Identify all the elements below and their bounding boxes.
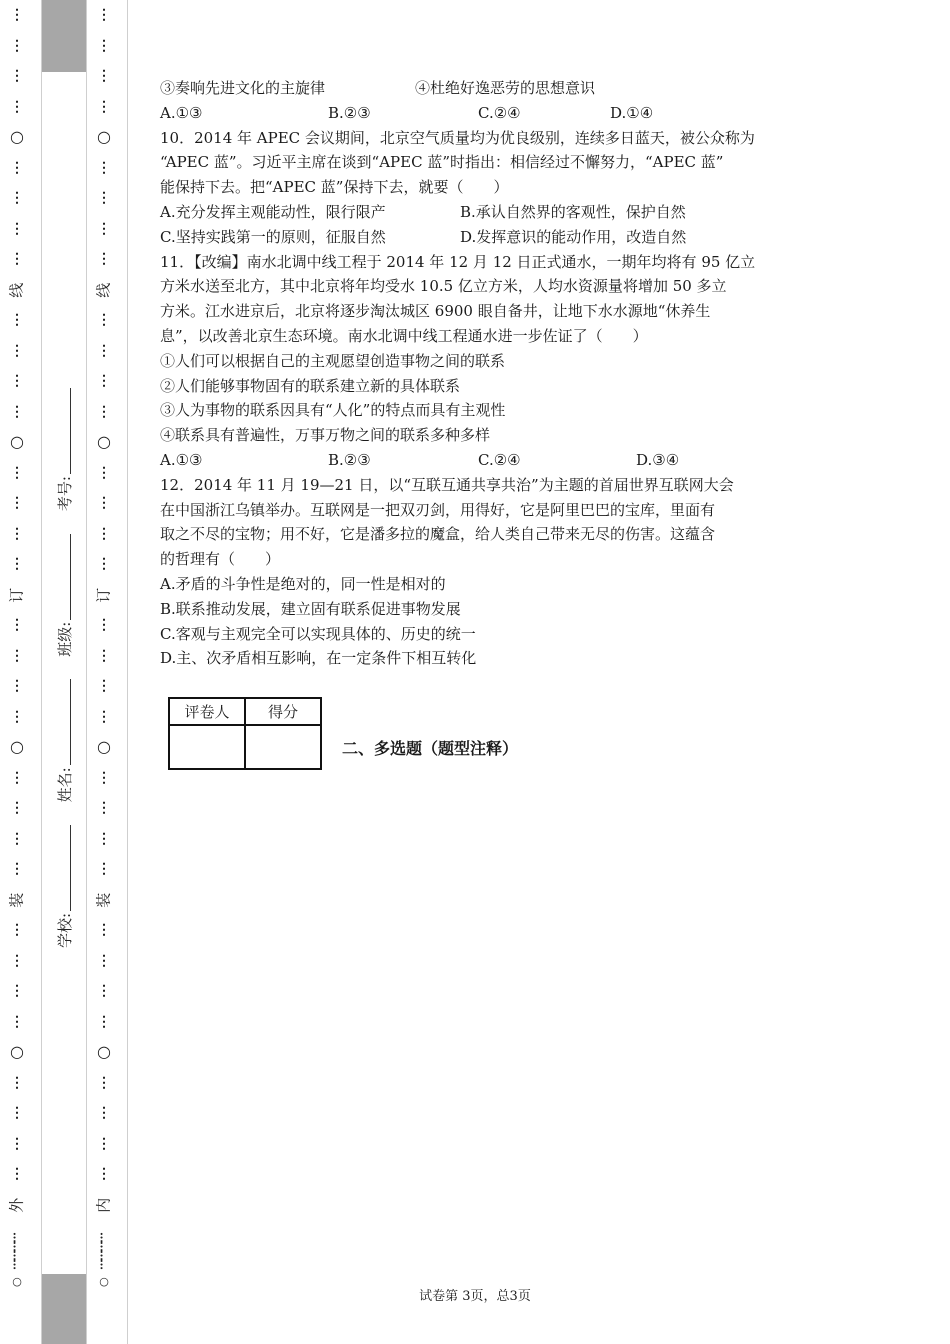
- seal-dots: ⋮: [10, 37, 24, 54]
- school-blank: [58, 825, 71, 911]
- seal-circle-icon: ○: [97, 737, 111, 756]
- seal-dots: ⋮: [10, 617, 24, 633]
- seal-dots: ⋮: [97, 68, 111, 84]
- q10-option-b[interactable]: B.承认自然界的客观性，保护自然: [460, 202, 686, 221]
- q10-line: 10．2014 年 APEC 会议期间，北京空气质量均为优良级别，连续多日蓝天，被公众称为: [160, 128, 755, 147]
- seal-dots: ⋮: [10, 861, 24, 877]
- seal-dots: ⋮: [10, 1135, 24, 1152]
- seal-dots: ⋮: [97, 159, 111, 176]
- q12-line: 12．2014 年 11 月 19—21 日，以“互联互通共享共治”为主题的首届世界互联网大会: [160, 475, 734, 494]
- seal-dots: ⋮: [10, 1105, 24, 1121]
- q11-statement-2: ②人们能够事物固有的联系建立新的具体联系: [160, 376, 461, 395]
- seal-dots: ⋮: [10, 190, 24, 206]
- seal-circle-icon: ○: [10, 432, 24, 451]
- seal-circle-icon: ○: [97, 127, 111, 146]
- seal-word: 线: [94, 282, 113, 298]
- binding-line-mid: [86, 0, 87, 1344]
- q11-option-d[interactable]: D.③④: [636, 450, 680, 469]
- score-table: [168, 697, 322, 770]
- seal-word: 订: [94, 587, 113, 603]
- q9-option-a[interactable]: A.①③: [160, 103, 203, 122]
- class-blank: [58, 534, 71, 620]
- seal-dots: ⋮: [10, 373, 24, 389]
- q10-line: “APEC 蓝”。习近平主席在谈到“APEC 蓝”时指出：相信经过不懈努力，“APEC 蓝”: [160, 153, 724, 172]
- inner-seal-line: [89, 0, 119, 1270]
- seal-dots: ⋮: [97, 708, 111, 725]
- seal-dots: ⋮: [97, 1166, 111, 1182]
- seal-dots: ⋮: [97, 556, 111, 572]
- student-info-block: [44, 388, 84, 948]
- seal-dots: ⋮: [10, 68, 24, 84]
- seal-dots: ⋮: [97, 495, 111, 511]
- seal-dots: ⋮: [97, 98, 111, 115]
- q10-options-row: [160, 225, 800, 250]
- seal-word: 外: [7, 1197, 26, 1213]
- q12-option-d[interactable]: D.主、次矛盾相互影响，在一定条件下相互转化: [160, 649, 477, 668]
- name-label: 姓名:: [55, 767, 74, 803]
- seal-dots: ⋮: [97, 617, 111, 633]
- seal-word: 装: [94, 892, 113, 908]
- class-field[interactable]: [54, 534, 75, 657]
- seal-dots: ⋮: [97, 403, 111, 420]
- seal-dots: ⋮: [10, 983, 24, 999]
- q9-statement-line: ③奏响先进文化的主旋律 ④杜绝好逸恶劳的思想意识: [160, 79, 596, 97]
- seal-word: 装: [7, 892, 26, 908]
- seal-dots: ⋮: [10, 1166, 24, 1182]
- seal-dots: ⋮: [97, 190, 111, 206]
- seal-dots: ⋮: [97, 769, 111, 786]
- seal-dots: ⋮: [97, 952, 111, 969]
- seal-dots: ⋮: [10, 464, 24, 481]
- q11-option-c[interactable]: C.②④: [478, 450, 521, 469]
- q11-line: 方米水送至北方，其中北京将年均受水 10.5 亿立方米，人均水资源量将增加 50 多立: [160, 277, 727, 296]
- q12-option-a[interactable]: A.矛盾的斗争性是绝对的，同一性是相对的: [160, 574, 446, 593]
- q10-option-a[interactable]: A.充分发挥主观能动性，限行限产: [160, 202, 386, 221]
- seal-dots: ⋮: [10, 647, 24, 664]
- q11-line: 息”，以改善北京生态环境。南水北调中线工程通水进一步佐证了（ ）: [160, 326, 648, 345]
- q11-statement-1: ①人们可以根据自己的主观愿望创造事物之间的联系: [160, 351, 506, 370]
- seal-dots: ⋮: [97, 251, 111, 267]
- seal-dots: ⋮: [97, 800, 111, 816]
- seal-dots: ⋮: [97, 678, 111, 694]
- school-field[interactable]: [54, 825, 75, 948]
- q11-statement-4: ④联系具有普遍性，万事万物之间的联系多种多样: [160, 426, 491, 445]
- class-label: 班级:: [55, 621, 74, 657]
- seal-dots: ⋮: [10, 525, 24, 542]
- seal-dots: ⋮: [97, 1074, 111, 1091]
- q9-option-c[interactable]: C.②④: [478, 103, 521, 122]
- section-title: 二、多选题（题型注释）: [342, 739, 519, 758]
- seal-dots: ⋮: [97, 983, 111, 999]
- seal-dots: ⋮: [10, 922, 24, 938]
- seal-dots: ⋮: [97, 1135, 111, 1152]
- q12-line: 取之不尽的宝物；用不好，它是潘多拉的魔盒，给人类自己带来无尽的伤害。这蕴含: [160, 525, 716, 544]
- q11-options: [160, 448, 800, 473]
- score-header: 得分: [245, 698, 321, 725]
- seal-dots: ⋮: [10, 830, 24, 847]
- q9-option-d[interactable]: D.①④: [610, 103, 654, 122]
- q10-option-c[interactable]: C.坚持实践第一的原则，征服自然: [160, 227, 386, 246]
- seal-circle-icon: ○: [10, 127, 24, 146]
- seal-dots: ⋮: [97, 647, 111, 664]
- seal-dots: ⋮: [97, 37, 111, 54]
- binding-line-right: [127, 0, 128, 1344]
- seal-dots: ⋮: [10, 769, 24, 786]
- binding-line-left: [41, 0, 42, 1344]
- inner-seal-tail: ………… ○: [97, 1232, 111, 1288]
- seal-dots: ⋮: [10, 403, 24, 420]
- q12-option-b[interactable]: B.联系推动发展，建立固有联系促进事物发展: [160, 599, 461, 618]
- name-blank: [58, 679, 71, 765]
- outer-seal-line: [2, 0, 32, 1270]
- seal-dots: ⋮: [10, 495, 24, 511]
- seal-dots: ⋮: [97, 922, 111, 938]
- grader-header: 评卷人: [169, 698, 245, 725]
- seal-dots: ⋮: [97, 861, 111, 877]
- school-label: 学校:: [55, 912, 74, 948]
- seal-dots: ⋮: [10, 342, 24, 359]
- seal-dots: ⋮: [10, 98, 24, 115]
- q11-line: 11．【改编】南水北调中线工程于 2014 年 12 月 12 日正式通水，一期年均将有 95 亿立: [160, 252, 756, 271]
- seal-dots: ⋮: [97, 342, 111, 359]
- seal-dots: ⋮: [97, 464, 111, 481]
- seal-dots: ⋮: [10, 556, 24, 572]
- seal-dots: ⋮: [97, 220, 111, 237]
- name-field[interactable]: [54, 679, 75, 802]
- q12-line: 的哲理有（ ）: [160, 550, 281, 569]
- seal-dots: ⋮: [97, 525, 111, 542]
- seal-dots: ⋮: [10, 800, 24, 816]
- seal-dots: ⋮: [10, 251, 24, 267]
- outer-seal-tail: ………… ○: [10, 1232, 24, 1288]
- seal-dots: ⋮: [97, 312, 111, 328]
- seal-dots: ⋮: [10, 159, 24, 176]
- seal-word: 内: [94, 1197, 113, 1213]
- q9-options: [160, 101, 800, 126]
- seal-dots: ⋮: [97, 373, 111, 389]
- binding-band-top: [42, 0, 86, 72]
- grader-cell[interactable]: [169, 725, 245, 769]
- question-content: [160, 76, 800, 671]
- score-cell[interactable]: [245, 725, 321, 769]
- seal-dots: ⋮: [10, 1013, 24, 1030]
- seal-dots: ⋮: [10, 220, 24, 237]
- seal-word: 订: [7, 587, 26, 603]
- page-footer: 试卷第 3页，总3页: [419, 1289, 531, 1304]
- exam-number-field[interactable]: [54, 388, 75, 511]
- exam-number-blank: [58, 388, 71, 474]
- seal-dots: ⋮: [97, 1105, 111, 1121]
- q10-line: 能保持下去。把“APEC 蓝”保持下去，就要（ ）: [160, 178, 509, 197]
- seal-circle-icon: ○: [10, 1042, 24, 1061]
- q11-option-a[interactable]: A.①③: [160, 450, 203, 469]
- q10-option-d[interactable]: D.发挥意识的能动作用，改造自然: [460, 227, 687, 246]
- q11-option-b[interactable]: B.②③: [328, 450, 371, 469]
- seal-word: 线: [7, 282, 26, 298]
- seal-dots: ⋮: [97, 7, 111, 23]
- seal-dots: ⋮: [97, 1013, 111, 1030]
- q12-option-c[interactable]: C.客观与主观完全可以实现具体的、历史的统一: [160, 624, 476, 643]
- seal-dots: ⋮: [97, 830, 111, 847]
- q11-line: 方米。江水进京后，北京将逐步淘汰城区 6900 眼自备井，让地下水水源地“休养生: [160, 302, 711, 321]
- seal-dots: ⋮: [10, 678, 24, 694]
- q11-statement-3: ③人为事物的联系因具有“人化”的特点而具有主观性: [160, 401, 506, 420]
- exam-number-label: 考号:: [55, 476, 74, 512]
- q10-options-row: [160, 200, 800, 225]
- seal-dots: ⋮: [10, 952, 24, 969]
- seal-dots: ⋮: [10, 312, 24, 328]
- seal-dots: ⋮: [10, 1074, 24, 1091]
- seal-dots: ⋮: [10, 7, 24, 23]
- seal-dots: ⋮: [10, 708, 24, 725]
- seal-circle-icon: ○: [97, 432, 111, 451]
- seal-circle-icon: ○: [97, 1042, 111, 1061]
- q12-line: 在中国浙江乌镇举办。互联网是一把双刃剑，用得好，它是阿里巴巴的宝库，里面有: [160, 500, 716, 519]
- seal-circle-icon: ○: [10, 737, 24, 756]
- q9-option-b[interactable]: B.②③: [328, 103, 371, 122]
